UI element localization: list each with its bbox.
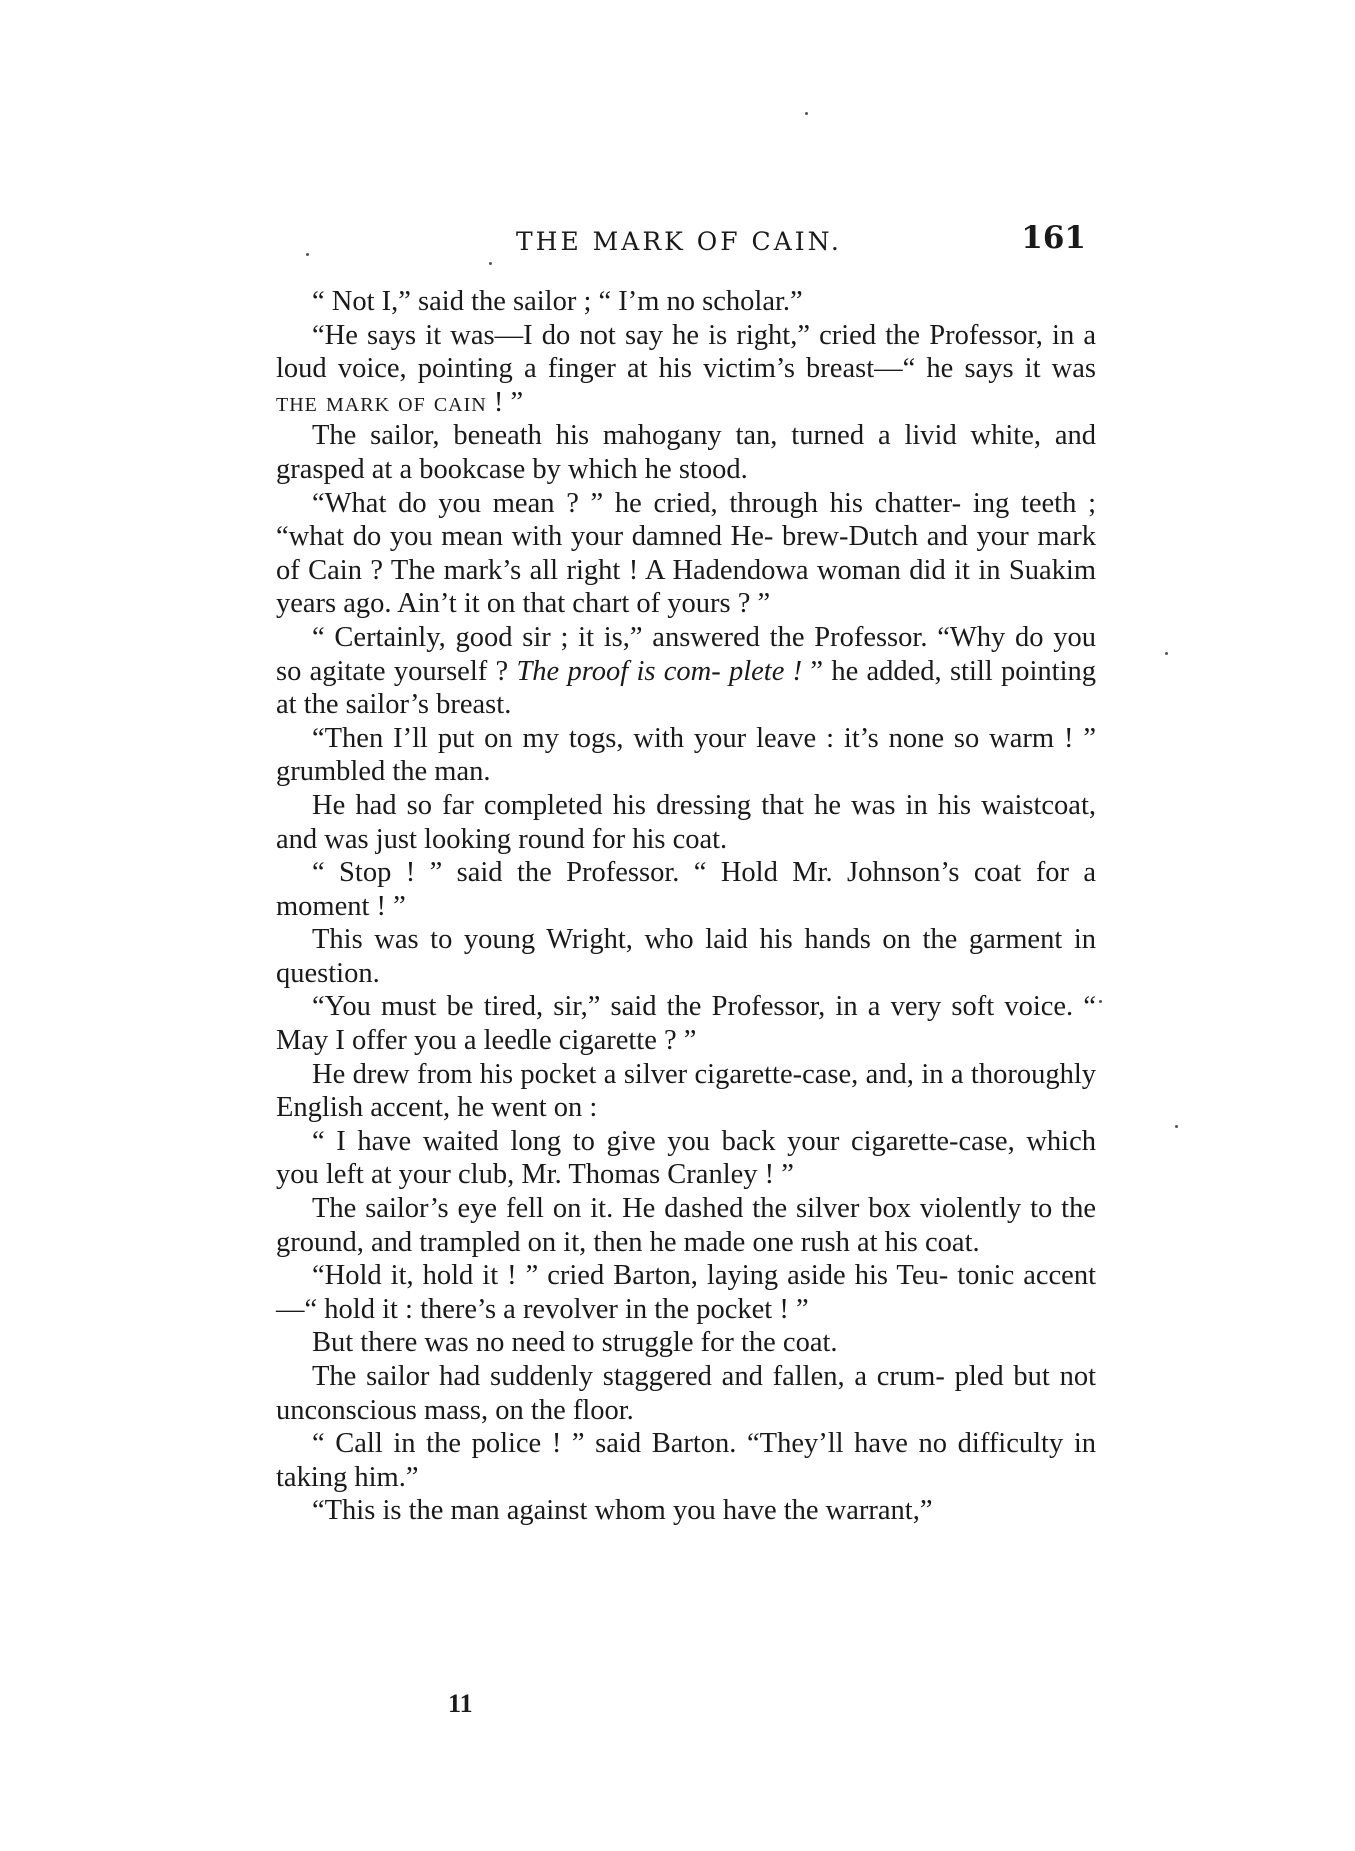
paragraph-text: ” he added, still pointing at the sailor’s breast.	[276, 655, 1096, 721]
paragraph: The sailor had suddenly staggered and fallen, a crum- pled but not unconscious mass, on the floor.	[276, 1361, 1096, 1426]
paragraph: “ I have waited long to give you back your cigarette-case, which you left at your club, Mr. Thomas Cranley ! ”	[276, 1125, 1096, 1191]
scan-speck	[306, 253, 309, 256]
scan-speck	[1165, 652, 1168, 655]
paragraph: “Then I’ll put on my togs, with your leave : it’s none so warm ! ” grumbled the man.	[276, 722, 1096, 788]
paragraph: He had so far completed his dressing that he was in his waistcoat, and was just looking round for his coat.	[276, 789, 1096, 855]
paragraph	[276, 621, 1096, 722]
signature-mark: 11	[448, 1689, 473, 1718]
scan-speck	[1175, 1125, 1178, 1128]
paragraph: “You must be tired, sir,” said the Professor, in a very soft voice. “ May I offer you a leedle cigarette ? ”	[276, 991, 1096, 1057]
italic-phrase: The proof is com- plete !	[516, 655, 803, 687]
small-caps-phrase: the mark of cain	[276, 386, 487, 418]
paragraph-text: “ Certainly, good sir ; it is,” answered the Professor. “Why do you so agitate yourself ?	[276, 621, 1096, 687]
paragraph-text: ! ”	[486, 386, 524, 418]
paragraph: “ Stop ! ” said the Professor. “ Hold Mr. Johnson’s coat for a moment ! ”	[276, 857, 1096, 922]
paragraph-text: “He says it was—I do not say he is right,” cried the Professor, in a loud voice, pointing a finger at his victim’s breast—“ he says it was	[276, 319, 1096, 385]
paragraph: “What do you mean ? ” he cried, through his chatter- ing teeth ; “what do you mean with your damned He- brew-Dutch and your mark of Cain ? The mark’s all right ! A Hadendowa woman did it in Suakim years ago. Ain’t it on that chart of yours ? ”	[276, 487, 1096, 620]
paragraph: “This is the man against whom you have the warrant,”	[312, 1495, 933, 1527]
page-header	[276, 220, 1096, 270]
scan-speck	[805, 112, 808, 115]
paragraph: He drew from his pocket a silver cigarette-case, and, in a thoroughly English accent, he went on :	[276, 1058, 1096, 1124]
paragraph	[276, 319, 1096, 420]
body-text	[276, 285, 1096, 1528]
paragraph: “ Call in the police ! ” said Barton. “They’ll have no difficulty in taking him.”	[276, 1428, 1096, 1493]
running-title: THE MARK OF CAIN.	[516, 227, 842, 256]
scan-speck	[1099, 1000, 1102, 1003]
paragraph: “ Not I,” said the sailor ; “ I’m no scholar.”	[312, 286, 803, 317]
paragraph: The sailor’s eye fell on it. He dashed the silver box violently to the ground, and trampled on it, then he made one rush at his coat.	[276, 1193, 1096, 1258]
paragraph: “Hold it, hold it ! ” cried Barton, laying aside his Teu- tonic accent—“ hold it : there’s a revolver in the pocket ! ”	[276, 1260, 1096, 1325]
paragraph: This was to young Wright, who laid his hands on the garment in question.	[276, 924, 1096, 989]
scan-speck	[489, 262, 492, 265]
paragraph: The sailor, beneath his mahogany tan, turned a livid white, and grasped at a bookcase by which he stood.	[276, 420, 1096, 485]
page-number: 161	[1021, 220, 1086, 256]
paragraph: But there was no need to struggle for the coat.	[312, 1327, 838, 1359]
